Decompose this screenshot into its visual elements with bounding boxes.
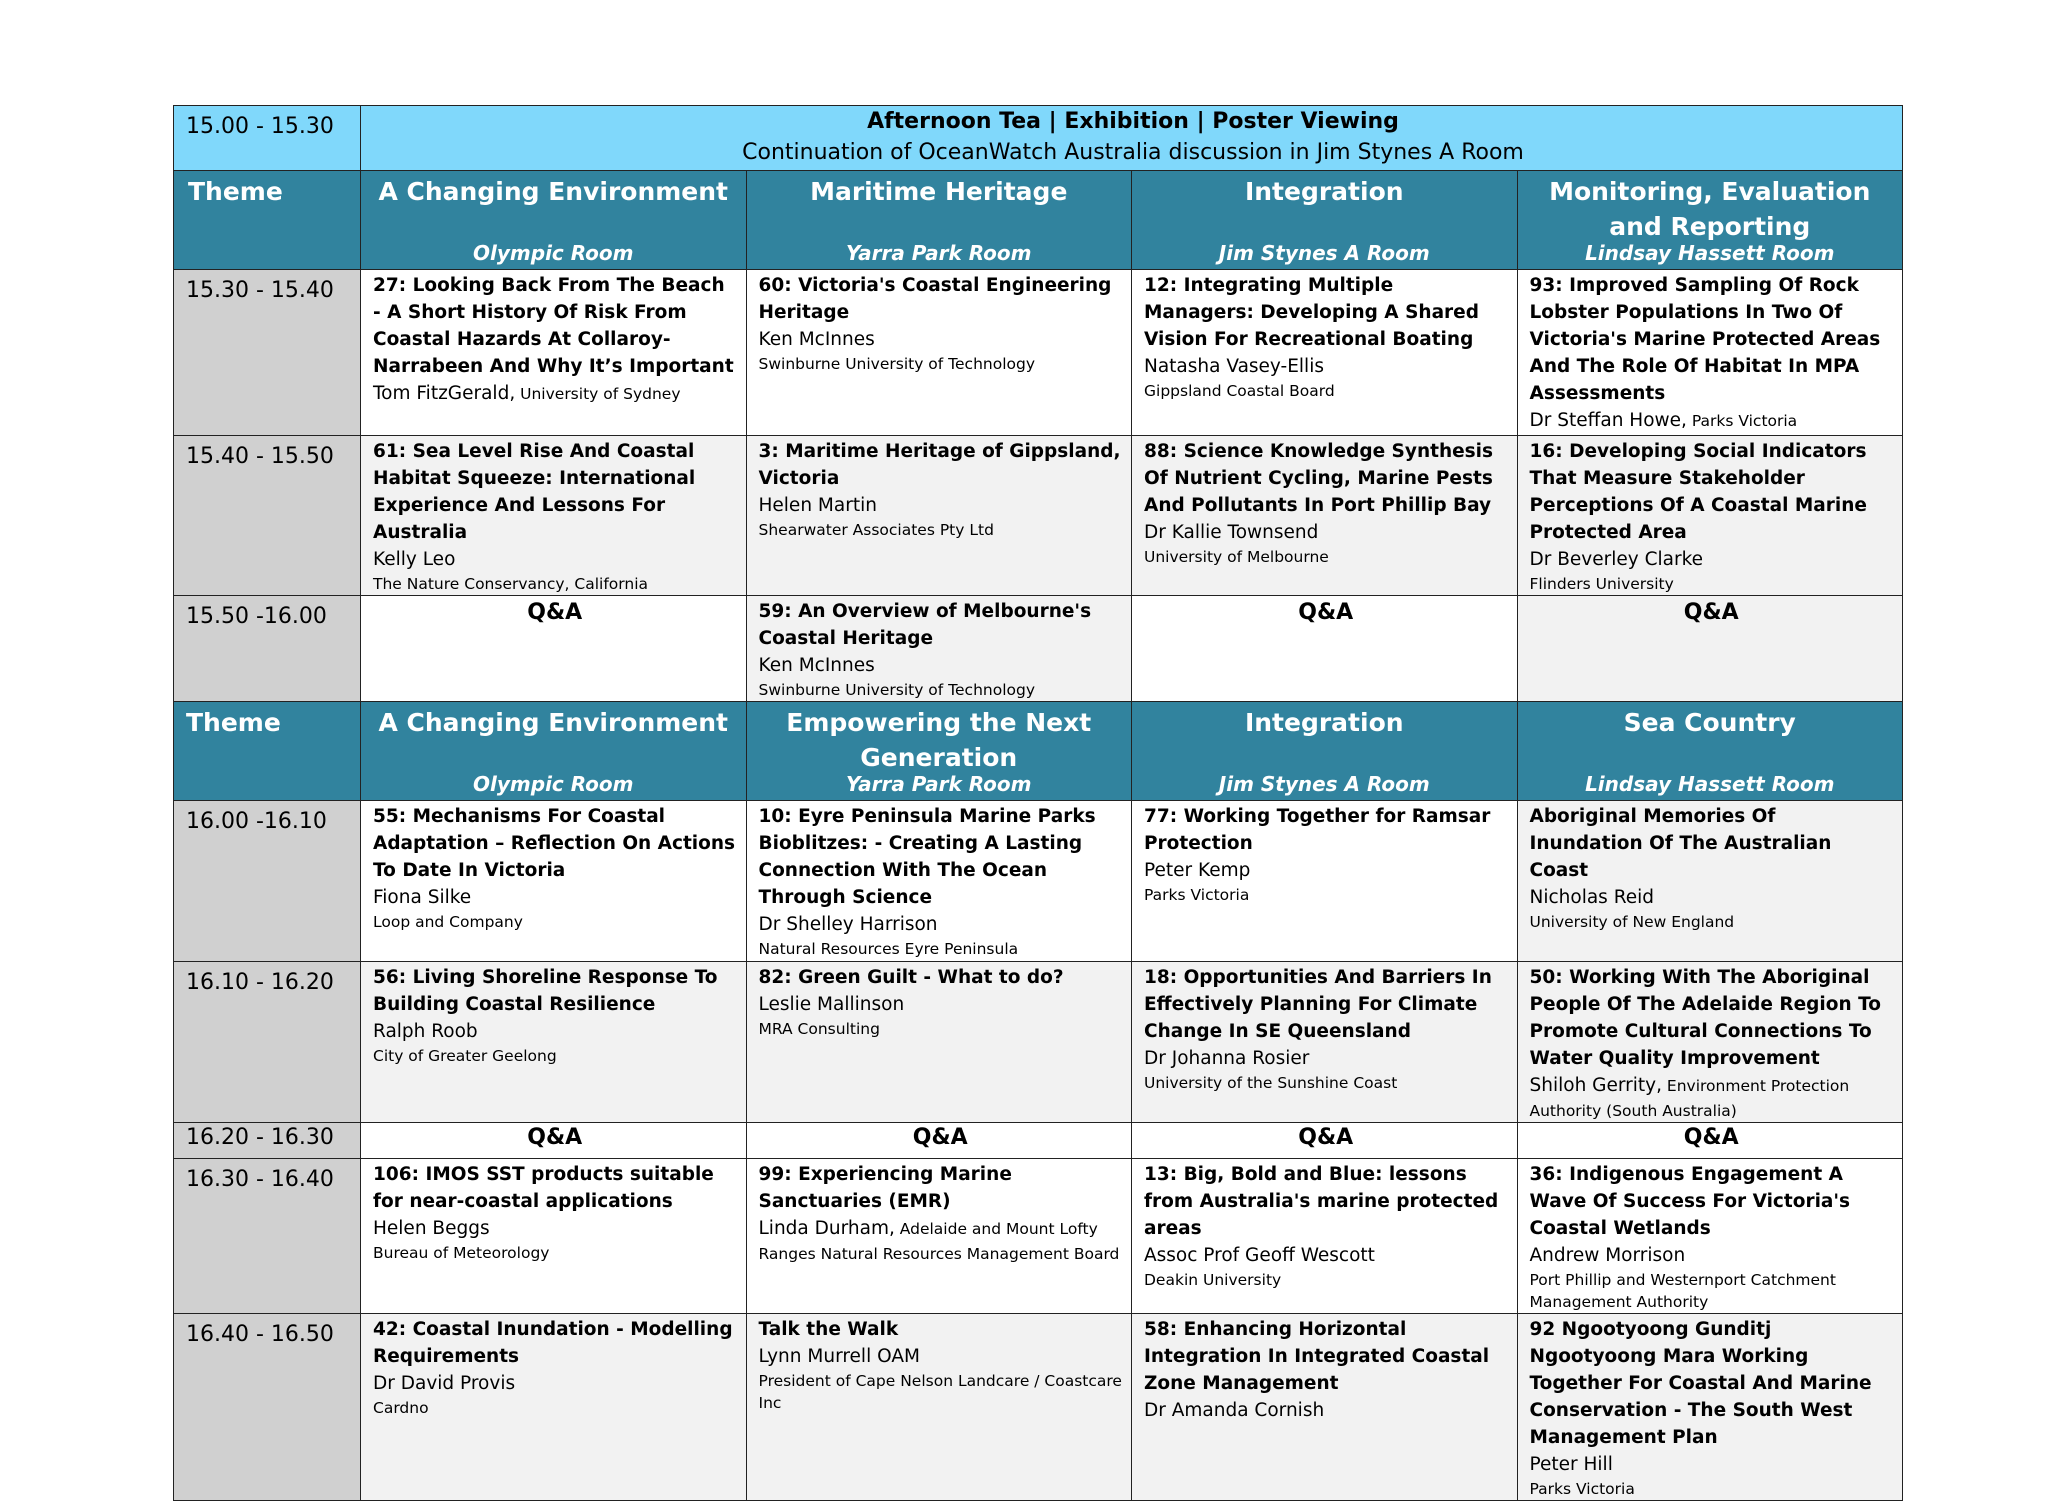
session-title: Aboriginal Memories Of Inundation Of The Australian Coast — [1529, 806, 1832, 881]
session-row — [174, 596, 1903, 702]
speaker-name: Assoc Prof Geoff Wescott — [1144, 1245, 1375, 1266]
session-row — [174, 801, 1903, 962]
session-title: 27: Looking Back From The Beach - A Short History Of Risk From Coastal Hazards At Collaroy-Narrabeen And Why It’s Important — [373, 275, 734, 377]
session-row — [174, 1159, 1903, 1314]
affiliation: University of Melbourne — [1144, 548, 1329, 566]
session-cell — [361, 801, 747, 962]
time-slot: 16.20 - 16.30 — [174, 1123, 361, 1159]
time-slot: 16.40 - 16.50 — [174, 1314, 361, 1501]
session-title: 16: Developing Social Indicators That Measure Stakeholder Perceptions Of A Coastal Marine Protected Area — [1529, 441, 1867, 543]
speaker-name: Andrew Morrison — [1529, 1245, 1686, 1266]
session-cell — [1132, 1159, 1518, 1314]
time-slot: 16.00 -16.10 — [174, 801, 361, 962]
session-cell — [361, 270, 747, 436]
room-name: Jim Stynes A Room — [1218, 241, 1430, 265]
session-cell — [361, 962, 747, 1123]
theme-cell — [746, 702, 1132, 801]
qa-cell: Q&A — [746, 1123, 1132, 1159]
theme-title: Sea Country — [1623, 708, 1796, 737]
session-title: 13: Big, Bold and Blue: lessons from Australia's marine protected areas — [1144, 1164, 1499, 1239]
affiliation: City of Greater Geelong — [373, 1047, 557, 1065]
session-title: 59: An Overview of Melbourne's Coastal Heritage — [758, 601, 1092, 649]
session-title: 60: Victoria's Coastal Engineering Heritage — [758, 275, 1112, 323]
session-row — [174, 436, 1903, 596]
affiliation: MRA Consulting — [758, 1020, 880, 1038]
speaker-name: Dr Johanna Rosier — [1144, 1048, 1310, 1069]
theme-cell — [1132, 702, 1518, 801]
afternoon-tea-row — [174, 106, 1903, 171]
program-table — [173, 105, 1903, 1501]
session-title: 42: Coastal Inundation - Modelling Requirements — [373, 1319, 733, 1367]
session-cell — [746, 801, 1132, 962]
qa-cell: Q&A — [1132, 596, 1518, 702]
session-title: 55: Mechanisms For Coastal Adaptation – Reflection On Actions To Date In Victoria — [373, 806, 736, 881]
speaker-name: Dr Amanda Cornish — [1144, 1400, 1325, 1421]
theme-label-cell — [174, 702, 361, 801]
qa-cell: Q&A — [1132, 1123, 1518, 1159]
session-cell — [746, 596, 1132, 702]
theme-header-row — [174, 171, 1903, 270]
speaker-name: Leslie Mallinson — [758, 994, 905, 1015]
session-title: 82: Green Guilt - What to do? — [758, 967, 1064, 988]
speaker-name: Helen Martin — [758, 495, 877, 516]
affiliation: Environment Protection — [1662, 1077, 1850, 1095]
session-cell — [1132, 270, 1518, 436]
affiliation: Parks Victoria — [1686, 412, 1798, 430]
session-cell — [746, 436, 1132, 596]
theme-label: Theme — [186, 708, 281, 737]
time-slot: 16.30 - 16.40 — [174, 1159, 361, 1314]
theme-title: Monitoring, Evaluation and Reporting — [1549, 177, 1871, 241]
session-title: 58: Enhancing Horizontal Integration In Integrated Coastal Zone Management — [1144, 1319, 1490, 1394]
theme-title: Integration — [1244, 708, 1404, 737]
affiliation: Parks Victoria — [1529, 1480, 1635, 1498]
theme-label-cell — [174, 171, 361, 270]
qa-row — [174, 1123, 1903, 1159]
session-title: 88: Science Knowledge Synthesis Of Nutrient Cycling, Marine Pests And Pollutants In Port Phillip Bay — [1144, 441, 1494, 516]
time-slot: 15.30 - 15.40 — [174, 270, 361, 436]
session-cell — [361, 1159, 747, 1314]
session-cell — [1517, 962, 1903, 1123]
speaker-name: Lynn Murrell OAM — [758, 1346, 920, 1367]
theme-cell — [361, 702, 747, 801]
room-name: Jim Stynes A Room — [1218, 772, 1430, 796]
session-cell — [1517, 801, 1903, 962]
room-name: Lindsay Hassett Room — [1585, 772, 1835, 796]
session-title: 61: Sea Level Rise And Coastal Habitat Squeeze: International Experience And Lessons For Australia — [373, 441, 696, 543]
speaker-name: Dr Beverley Clarke — [1529, 549, 1704, 570]
affiliation: Bureau of Meteorology — [373, 1244, 550, 1262]
affiliation: Swinburne University of Technology — [758, 355, 1036, 373]
affiliation: Flinders University — [1529, 575, 1674, 593]
affiliation: Swinburne University of Technology — [758, 681, 1036, 699]
session-cell — [1132, 801, 1518, 962]
time-slot: 15.00 - 15.30 — [174, 106, 361, 171]
theme-label: Theme — [188, 177, 283, 206]
affiliation: Loop and Company — [373, 913, 523, 931]
theme-cell — [361, 171, 747, 270]
session-cell — [746, 962, 1132, 1123]
session-cell — [1132, 962, 1518, 1123]
speaker-name: Dr Kallie Townsend — [1144, 522, 1319, 543]
speaker-name: Kelly Leo — [373, 549, 456, 570]
affiliation: The Nature Conservancy, California — [373, 575, 649, 593]
affiliation: Authority (South Australia) — [1529, 1102, 1737, 1120]
qa-cell: Q&A — [361, 1123, 747, 1159]
session-title: 93: Improved Sampling Of Rock Lobster Populations In Two Of Victoria's Marine Protected Areas And The Role Of Habitat In MPA Assessments — [1529, 275, 1881, 404]
session-title: 36: Indigenous Engagement A Wave Of Success For Victoria's Coastal Wetlands — [1529, 1164, 1851, 1239]
session-title: 77: Working Together for Ramsar Protection — [1144, 806, 1491, 854]
session-row — [174, 270, 1903, 436]
theme-title: A Changing Environment — [378, 177, 729, 206]
affiliation: Gippsland Coastal Board — [1144, 382, 1335, 400]
theme-cell — [1517, 171, 1903, 270]
session-cell — [1517, 436, 1903, 596]
session-cell — [1517, 1159, 1903, 1314]
affiliation: University of New England — [1529, 913, 1735, 931]
speaker-name: Linda Durham, — [758, 1218, 895, 1239]
speaker-name: Dr Steffan Howe, — [1529, 410, 1687, 431]
session-cell — [1132, 436, 1518, 596]
theme-cell — [1517, 702, 1903, 801]
session-title: 10: Eyre Peninsula Marine Parks Bioblitzes: - Creating A Lasting Connection With The Ocean Through Science — [758, 806, 1096, 908]
theme-cell — [1132, 171, 1518, 270]
time-slot: 16.10 - 16.20 — [174, 962, 361, 1123]
session-title: 12: Integrating Multiple Managers: Developing A Shared Vision For Recreational Boating — [1144, 275, 1479, 350]
affiliation: Port Phillip and Westernport Catchment Management Authority — [1529, 1271, 1836, 1311]
session-cell — [1132, 1314, 1518, 1501]
speaker-line — [1530, 407, 1894, 435]
session-title: 56: Living Shoreline Response To Building Coastal Resilience — [373, 967, 718, 1015]
room-name: Yarra Park Room — [845, 241, 1032, 265]
qa-cell: Q&A — [361, 596, 747, 702]
session-title: 50: Working With The Aboriginal People Of The Adelaide Region To Promote Cultural Connections To Water Quality Improvement — [1529, 967, 1881, 1069]
affiliation: Adelaide and Mount Lofty — [894, 1220, 1098, 1238]
affiliation: Natural Resources Eyre Peninsula — [758, 940, 1019, 958]
speaker-line — [759, 1215, 1123, 1243]
session-cell — [746, 270, 1132, 436]
speaker-name: Ken McInnes — [758, 655, 875, 676]
session-cell — [746, 1314, 1132, 1501]
session-title: Talk the Walk — [758, 1319, 899, 1340]
time-slot: 15.50 -16.00 — [174, 596, 361, 702]
speaker-name: Peter Kemp — [1144, 860, 1251, 881]
session-title: 99: Experiencing Marine Sanctuaries (EMR) — [758, 1164, 1012, 1212]
speaker-line — [373, 380, 737, 408]
qa-cell: Q&A — [1517, 1123, 1903, 1159]
speaker-name: Shiloh Gerrity, — [1529, 1075, 1662, 1096]
room-name: Olympic Room — [473, 772, 634, 796]
theme-cell — [746, 171, 1132, 270]
room-name: Lindsay Hassett Room — [1585, 241, 1835, 265]
speaker-name: Dr Shelley Harrison — [758, 914, 938, 935]
time-slot: 15.40 - 15.50 — [174, 436, 361, 596]
session-cell — [1517, 270, 1903, 436]
theme-title: Integration — [1244, 177, 1404, 206]
qa-cell: Q&A — [1517, 596, 1903, 702]
affiliation: Shearwater Associates Pty Ltd — [758, 521, 994, 539]
session-title: 92 Ngootyoong Gunditj Ngootyoong Mara Working Together For Coastal And Marine Conservation - The South West Management Plan — [1529, 1319, 1872, 1448]
theme-title: Empowering the Next Generation — [786, 708, 1092, 772]
affiliation: Cardno — [373, 1399, 429, 1417]
speaker-name: Fiona Silke — [373, 887, 472, 908]
afternoon-tea-cell — [361, 106, 1903, 171]
room-name: Olympic Room — [473, 241, 634, 265]
session-cell — [361, 436, 747, 596]
affiliation: Parks Victoria — [1144, 886, 1250, 904]
session-title: 106: IMOS SST products suitable for near-coastal applications — [373, 1164, 714, 1212]
speaker-name: Ralph Roob — [373, 1021, 478, 1042]
speaker-line — [1530, 1072, 1894, 1100]
affiliation: University of Sydney — [515, 385, 681, 403]
afternoon-tea-subtitle: Continuation of OceanWatch Australia discussion in Jim Stynes A Room — [742, 140, 1524, 165]
room-name: Yarra Park Room — [845, 772, 1032, 796]
speaker-name: Peter Hill — [1529, 1454, 1613, 1475]
session-cell — [746, 1159, 1132, 1314]
speaker-name: Helen Beggs — [373, 1218, 490, 1239]
session-cell — [361, 1314, 747, 1501]
affiliation: Deakin University — [1144, 1271, 1282, 1289]
speaker-name: Dr David Provis — [373, 1373, 516, 1394]
session-row — [174, 962, 1903, 1123]
affiliation: President of Cape Nelson Landcare / Coastcare Inc — [758, 1372, 1122, 1412]
speaker-name: Natasha Vasey-Ellis — [1144, 356, 1324, 377]
affiliation: Ranges Natural Resources Management Board — [758, 1245, 1120, 1263]
session-cell — [1517, 1314, 1903, 1501]
speaker-name: Tom FitzGerald, — [373, 383, 516, 404]
theme-title: Maritime Heritage — [810, 177, 1068, 206]
session-title: 18: Opportunities And Barriers In Effectively Planning For Climate Change In SE Queensland — [1144, 967, 1492, 1042]
affiliation: University of the Sunshine Coast — [1144, 1074, 1398, 1092]
theme-header-row — [174, 702, 1903, 801]
session-row — [174, 1314, 1903, 1501]
speaker-name: Ken McInnes — [758, 329, 875, 350]
session-title: 3: Maritime Heritage of Gippsland, Victoria — [758, 441, 1121, 489]
theme-title: A Changing Environment — [378, 708, 729, 737]
speaker-name: Nicholas Reid — [1529, 887, 1654, 908]
afternoon-tea-title: Afternoon Tea | Exhibition | Poster Viewing — [867, 109, 1399, 134]
